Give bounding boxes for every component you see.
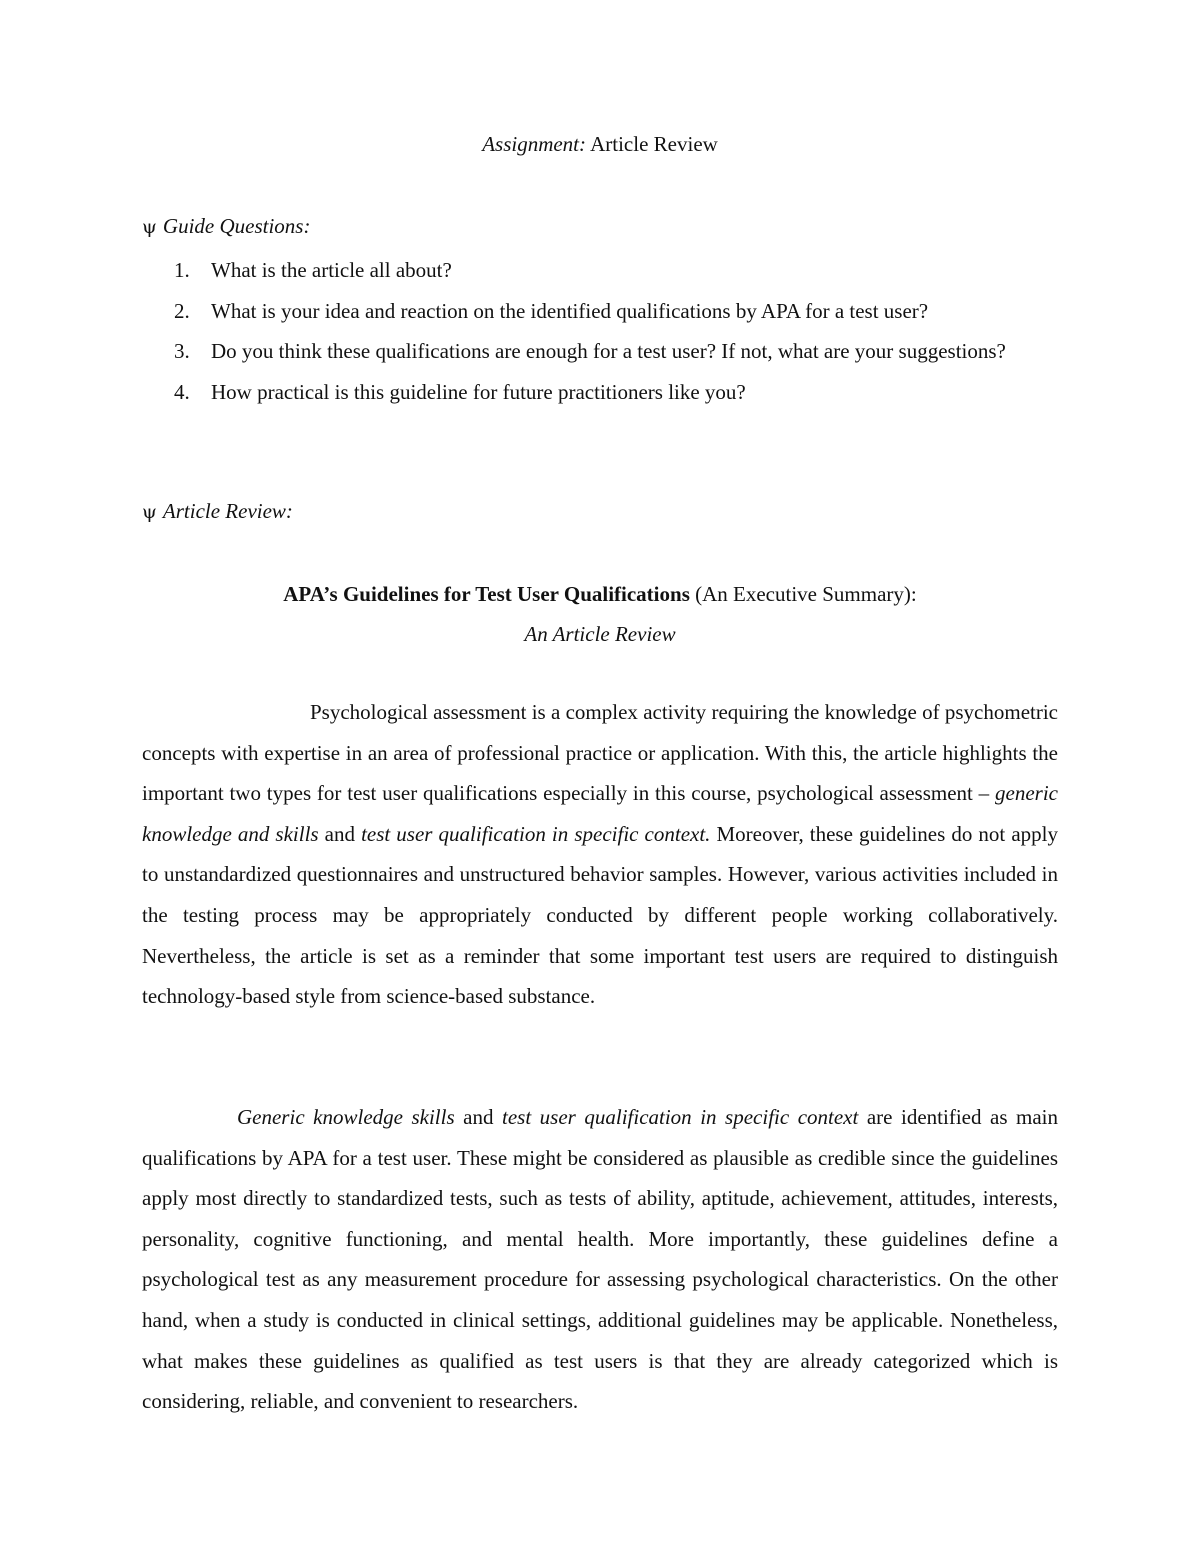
assignment-title [142, 128, 1058, 160]
paragraph-emphasis: generic knowledge and skills [142, 781, 1058, 846]
question-text: What is the article all about? [211, 258, 452, 282]
question-number: 2. [174, 298, 190, 323]
article-title-bold: APA’s Guidelines for Test User Qualifications [283, 582, 690, 606]
question-number: 4. [174, 379, 190, 404]
psi-bullet-icon: ψ [142, 216, 157, 238]
paragraph-text: are identified as main qualifications by APA for a test user. These might be considered as plausible as credible since the guidelines apply most directly to standardized tests, such as tests of ability, aptitude, achievement, attitudes, interests, personality, cognitive functioning, and mental health. More importantly, these guidelines define a psychological test as any measurement procedure for assessing psychological characteristics. On the other hand, when a study is conducted in clinical settings, additional guidelines may be applicable. Nonetheless, what makes these guidelines as qualified as test users is that they are already categorized which is considering, reliable, and convenient to researchers. [142, 1105, 1058, 1414]
list-item [142, 291, 1058, 332]
paragraph-text: and [318, 821, 362, 846]
psi-bullet-icon: ψ [142, 501, 157, 523]
article-review-heading [142, 495, 293, 528]
review-paragraph-2 [142, 1097, 1058, 1422]
assignment-title-label: Assignment: [482, 132, 587, 156]
paragraph-emphasis: test user qualification in specific context. [361, 821, 711, 846]
guide-questions-heading [142, 210, 310, 243]
list-item [142, 372, 1058, 413]
question-number: 1. [174, 258, 190, 282]
paragraph-emphasis: test user qualification in specific context [502, 1105, 859, 1129]
article-subtitle: An Article Review [524, 622, 676, 646]
guide-questions-list [142, 250, 1058, 412]
question-number: 3. [174, 339, 190, 363]
paragraph-emphasis: Generic knowledge skills [237, 1105, 455, 1129]
list-item [142, 250, 1058, 291]
review-paragraph-1 [142, 692, 1058, 1017]
question-text: How practical is this guideline for future practitioners like you? [211, 379, 746, 404]
paragraph-text: Psychological assessment is a complex activity requiring the knowledge of psychometric concepts with expertise in an area of professional practice or application. With this, the article highlights the important two types for test user qualifications especially in this course, psychological assessment – [142, 700, 1058, 806]
question-text: What is your idea and reaction on the identified qualifications by APA for a test user? [211, 298, 929, 323]
paragraph-text: and [454, 1105, 502, 1129]
paragraph-text: Moreover, these guidelines do not apply to unstandardized questionnaires and unstructured behavior samples. However, various activities included in the testing process may be appropriately conducted by different people working collaboratively. Nevertheless, the article is set as a reminder that some important test users are required to distinguish technology-based style from science-based substance. [142, 821, 1058, 1009]
list-item [142, 331, 1058, 372]
assignment-title-text: Article Review [586, 132, 718, 156]
document-page [142, 0, 1058, 1553]
guide-questions-label: Guide Questions: [162, 214, 311, 238]
article-title [142, 574, 1058, 614]
question-text: Do you think these qualifications are enough for a test user? If not, what are your suggestions? [211, 339, 1006, 363]
article-review-label: Article Review: [162, 499, 293, 523]
article-title-rest: (An Executive Summary): [689, 582, 917, 606]
